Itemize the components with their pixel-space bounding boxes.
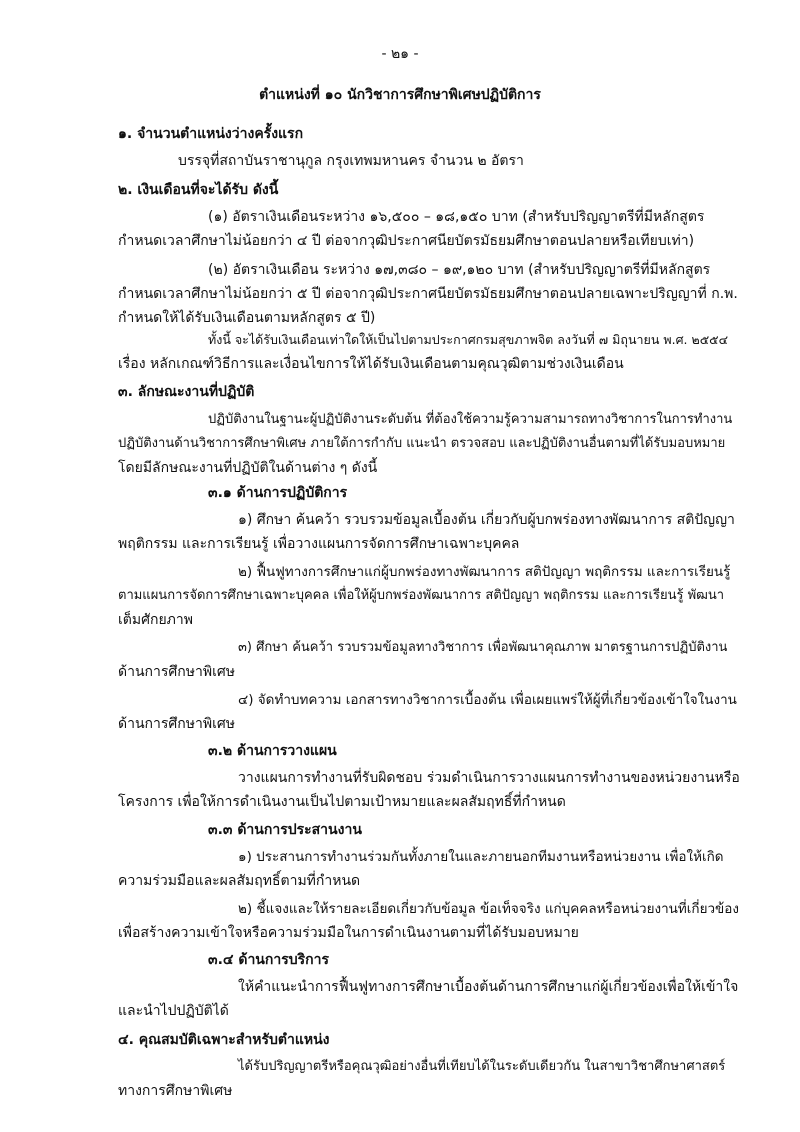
planning-line-2: โครงการ เพื่อให้การดำเนินงานเป็นไปตามเป้าหมายและผลสัมฤทธิ์ที่กำหนด — [118, 794, 566, 810]
salary-item-1-line-1: (๑) อัตราเงินเดือนระหว่าง ๑๖,๕๐๐ – ๑๘,๑๕๐ บาท (สำหรับปริญญาตรีที่มีหลักสูตร — [208, 209, 705, 225]
section-3-heading: ๓. ลักษณะงานที่ปฏิบัติ — [118, 384, 255, 400]
salary-item-2-line-1: (๒) อัตราเงินเดือน ระหว่าง ๑๗,๓๘๐ – ๑๙,๑๒๐ บาท (สำหรับปริญญาตรีที่มีหลักสูตร — [208, 262, 711, 278]
section-1-heading: ๑. จำนวนตำแหน่งว่างครั้งแรก — [118, 126, 304, 142]
section-3-intro-line-2: ปฏิบัติงานด้านวิชาการศึกษาพิเศษ ภายใต้การกำกับ แนะนำ ตรวจสอบ และปฏิบัติงานอื่นตามที่ได้รับมอบหมาย — [118, 436, 726, 451]
section-2-heading: ๒. เงินเดือนที่จะได้รับ ดังนี้ — [118, 182, 279, 198]
service-line-1: ให้คำแนะนำการฟื้นฟูทางการศึกษาเบื้องต้นด้านการศึกษาแก่ผู้เกี่ยวข้องเพื่อให้เข้าใจ — [238, 979, 739, 995]
subsection-3-4-heading: ๓.๔ ด้านการบริการ — [208, 952, 330, 968]
operation-item-2-line-1: ๒) ฟื้นฟูทางการศึกษาแก่ผู้บกพร่องทางพัฒนาการ สติปัญญา พฤติกรรม และการเรียนรู้ — [238, 564, 731, 580]
salary-item-1-line-2: กำหนดเวลาศึกษาไม่น้อยกว่า ๔ ปี ต่อจากวุฒิประกาศนียบัตรมัธยมศึกษาตอนปลายหรือเทียบเท่า) — [118, 233, 695, 249]
qualification-line-1: ได้รับปริญญาตรีหรือคุณวุฒิอย่างอื่นที่เทียบได้ในระดับเดียวกัน ในสาขาวิชาศึกษาศาสตร์ — [238, 1059, 726, 1074]
operation-item-4-line-2: ด้านการศึกษาพิเศษ — [118, 716, 235, 732]
section-4-heading: ๔. คุณสมบัติเฉพาะสำหรับตำแหน่ง — [118, 1032, 330, 1048]
section-1-text: บรรจุที่สถาบันราชานุกูล กรุงเทพมหานคร จำนวน ๒ อัตรา — [178, 153, 524, 169]
operation-item-2-line-2: ตามแผนการจัดการศึกษาเฉพาะบุคคล เพื่อให้ผู้บกพร่องพัฒนาการ สติปัญญา พฤติกรรม และการเรียนรู้ พัฒนา — [118, 588, 725, 603]
qualification-line-2: ทางการศึกษาพิเศษ — [118, 1083, 233, 1099]
page-number: - ๒๑ - — [381, 46, 419, 62]
subsection-3-2-heading: ๓.๒ ด้านการวางแผน — [208, 743, 337, 759]
operation-item-2-line-3: เต็มศักยภาพ — [118, 612, 193, 628]
coordination-item-1-line-2: ความร่วมมือและผลสัมฤทธิ์ตามที่กำหนด — [118, 873, 361, 889]
page-title: ตำแหน่งที่ ๑๐ นักวิชาการศึกษาพิเศษปฏิบัติการ — [259, 87, 541, 103]
coordination-item-2-line-1: ๒) ชี้แจงและให้รายละเอียดเกี่ยวกับข้อมูล ข้อเท็จจริง แก่บุคคลหรือหน่วยงานที่เกี่ยวข้อง — [238, 901, 739, 917]
section-3-intro-line-1: ปฏิบัติงานในฐานะผู้ปฏิบัติงานระดับต้น ที่ต้องใช้ความรู้ความสามารถทางวิชาการในการทำงาน — [208, 412, 733, 427]
section-3-intro-line-3: โดยมีลักษณะงานที่ปฏิบัติในด้านต่าง ๆ ดังนี้ — [118, 460, 378, 476]
salary-item-2-line-2: กำหนดเวลาศึกษาไม่น้อยกว่า ๕ ปี ต่อจากวุฒิประกาศนียบัตรมัธยมศึกษาตอนปลายเฉพาะปริญญาที่ ก.พ. — [118, 286, 738, 302]
operation-item-1-line-1: ๑) ศึกษา ค้นคว้า รวบรวมข้อมูลเบื้องต้น เกี่ยวกับผู้บกพร่องทางพัฒนาการ สติปัญญา — [238, 512, 735, 528]
operation-item-4-line-1: ๔) จัดทำบทความ เอกสารทางวิชาการเบื้องต้น เพื่อเผยแพร่ให้ผู้ที่เกี่ยวข้องเข้าใจในงาน — [238, 692, 737, 708]
coordination-item-1-line-1: ๑) ประสานการทำงานร่วมกันทั้งภายในและภายนอกทีมงานหรือหน่วยงาน เพื่อให้เกิด — [238, 849, 724, 865]
salary-note-line-2: เรื่อง หลักเกณฑ์วิธีการและเงื่อนไขการให้ได้รับเงินเดือนตามคุณวุฒิตามช่วงเงินเดือน — [118, 356, 624, 372]
service-line-2: และนำไปปฏิบัติได้ — [118, 1003, 229, 1019]
operation-item-3-line-1: ๓) ศึกษา ค้นคว้า รวบรวมข้อมูลทางวิชาการ เพื่อพัฒนาคุณภาพ มาตรฐานการปฏิบัติงาน — [238, 640, 728, 655]
salary-item-2-line-3: กำหนดให้ได้รับเงินเดือนตามหลักสูตร ๕ ปี) — [118, 310, 376, 326]
salary-note-line-1: ทั้งนี้ จะได้รับเงินเดือนเท่าใดให้เป็นไปตามประกาศกรมสุขภาพจิต ลงวันที่ ๗ มิถุนายน พ.ศ. ๒๕๕๔ — [208, 332, 729, 347]
planning-line-1: วางแผนการทำงานที่รับผิดชอบ ร่วมดำเนินการวางแผนการทำงานของหน่วยงานหรือ — [238, 770, 740, 786]
operation-item-3-line-2: ด้านการศึกษาพิเศษ — [118, 664, 235, 680]
operation-item-1-line-2: พฤติกรรม และการเรียนรู้ เพื่อวางแผนการจัดการศึกษาเฉพาะบุคคล — [118, 536, 520, 552]
subsection-3-1-heading: ๓.๑ ด้านการปฏิบัติการ — [208, 485, 348, 501]
subsection-3-3-heading: ๓.๓ ด้านการประสานงาน — [208, 822, 362, 838]
coordination-item-2-line-2: เพื่อสร้างความเข้าใจหรือความร่วมมือในการดำเนินงานตามที่ได้รับมอบหมาย — [118, 925, 579, 941]
